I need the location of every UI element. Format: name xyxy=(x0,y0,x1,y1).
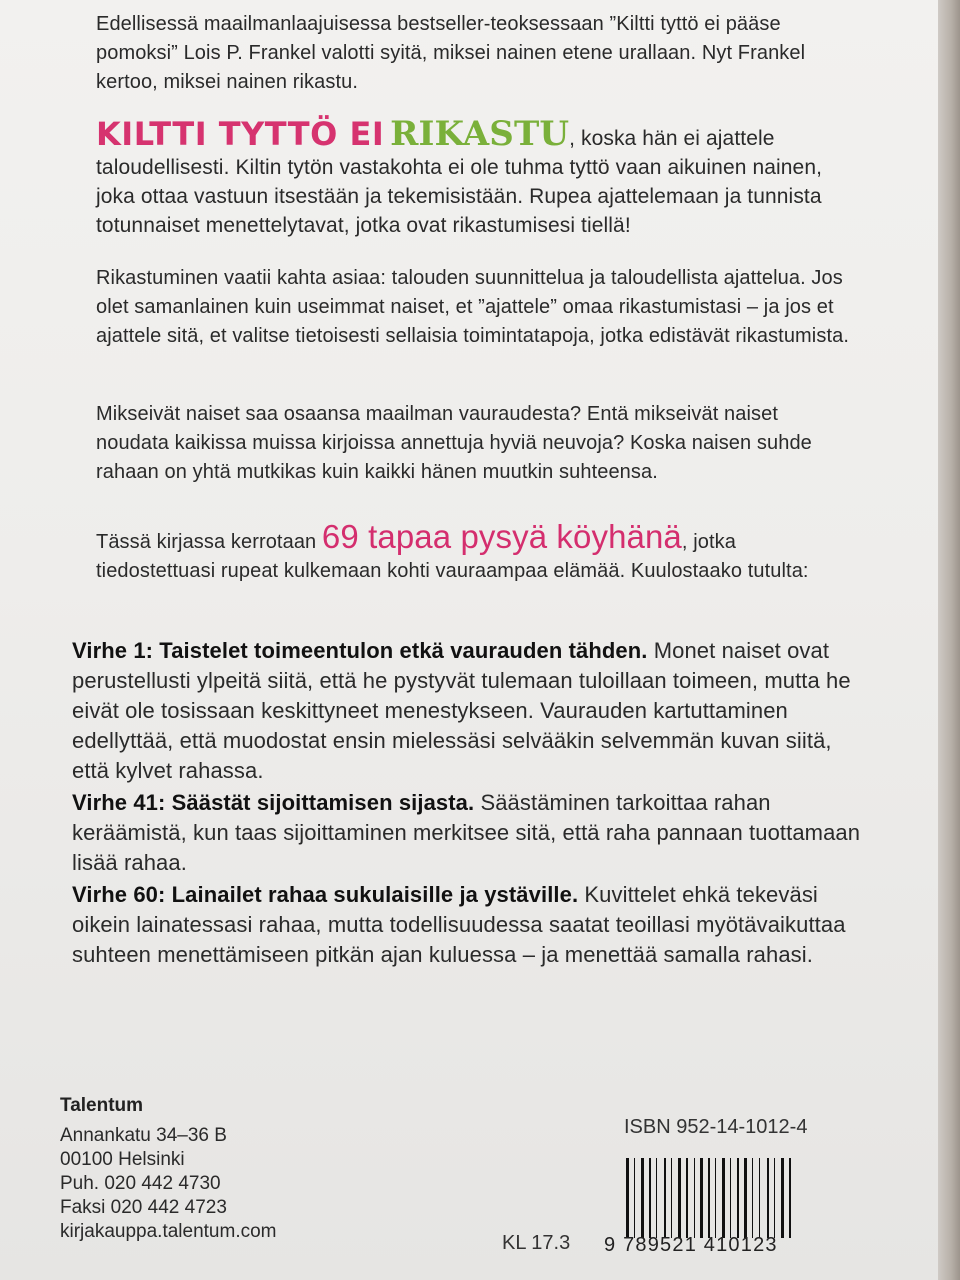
publisher-phone: Puh. 020 442 4730 xyxy=(60,1173,221,1194)
publisher-fax: Faksi 020 442 4723 xyxy=(60,1197,227,1218)
headline-pink: KILTTI TYTTÖ EI xyxy=(96,115,385,153)
barcode-bar xyxy=(777,1158,779,1238)
headline-green: RIKASTU xyxy=(390,114,570,154)
isbn-label: ISBN 952-14-1012-4 xyxy=(624,1116,808,1138)
classification-label: KL 17.3 xyxy=(502,1232,571,1254)
barcode-digits: 9 789521 410123 xyxy=(604,1234,778,1256)
error-title: Virhe 41: Säästät sijoittamisen sijasta. xyxy=(72,790,475,815)
publisher-postal: 00100 Helsinki xyxy=(60,1149,185,1170)
barcode-bar xyxy=(637,1158,639,1238)
book-edge xyxy=(938,0,960,1280)
paragraph-69-ways xyxy=(96,518,856,586)
error-title: Virhe 60: Lainailet rahaa sukulaisille ja ystäville. xyxy=(72,882,579,907)
barcode-bar xyxy=(659,1158,662,1238)
barcode-bar xyxy=(683,1158,684,1238)
intro-paragraph xyxy=(96,10,856,97)
barcode-bar xyxy=(694,1158,695,1238)
barcode-bar xyxy=(786,1158,787,1238)
questions-text: Mikseivät naiset saa osaansa maailman vauraudesta? Entä mikseivät naiset noudata kaikissa muissa kirjoissa annettuja hyviä neuvoja? Koska naisen suhde rahaan on yhtä mutkikas kuin kaikki hänen muutkin suhteensa. xyxy=(96,403,812,483)
barcode-bar xyxy=(718,1158,720,1238)
paragraph-questions xyxy=(96,400,856,487)
error-body: Säästäminen tarkoittaa rahan keräämistä, kun taas sijoittaminen merkitsee sitä, että raha pannaan tuottamaan lisää rahaa. xyxy=(72,790,861,875)
barcode-bar xyxy=(722,1158,725,1238)
barcode-bar xyxy=(727,1158,728,1238)
barcode-bar xyxy=(774,1158,775,1238)
barcode-bars xyxy=(626,1158,826,1238)
barcode-bar xyxy=(771,1158,772,1238)
barcode-bar xyxy=(649,1158,651,1238)
barcode-bar xyxy=(752,1158,753,1238)
publisher-info xyxy=(60,1094,277,1244)
barcode-bar xyxy=(671,1158,672,1238)
barcode-bar xyxy=(697,1158,698,1238)
barcode-bar xyxy=(730,1158,731,1238)
barcode-bar xyxy=(793,1158,794,1238)
barcode-bar xyxy=(744,1158,747,1238)
intro-text: Edellisessä maailmanlaajuisessa bestseller-teoksessaan ”Kiltti tyttö ei pääse pomoksi” Lois P. Frankel valotti syitä, miksei nainen etene urallaan. Nyt Frankel kertoo, miksei nainen rikastu. xyxy=(96,13,806,93)
paragraph-planning xyxy=(96,264,856,351)
barcode-bar xyxy=(686,1158,688,1238)
barcode-bar xyxy=(631,1158,632,1238)
headline-paragraph xyxy=(96,114,856,240)
barcode-bar xyxy=(789,1158,791,1238)
error-item xyxy=(72,788,862,878)
publisher-address: Annankatu 34–36 B xyxy=(60,1125,227,1146)
barcode-bar xyxy=(755,1158,757,1238)
error-item xyxy=(72,880,862,970)
barcode-bar xyxy=(656,1158,657,1238)
barcode-bar xyxy=(715,1158,716,1238)
barcode-bar xyxy=(759,1158,760,1238)
error-title: Virhe 1: Taistelet toimeentulon etkä vaurauden tähden. xyxy=(72,638,648,663)
barcode-bar xyxy=(749,1158,750,1238)
barcode-bar xyxy=(708,1158,710,1238)
publisher-name: Talentum xyxy=(60,1095,144,1116)
headline-rest: , koska hän ei ajattele taloudellisesti. Kiltin tytön vastakohta ei ole tuhma tyttö vaan aikuinen nainen, joka ottaa vastuun itsestään ja tekemisistään. Rupea ajattelemaan ja tunnista totunnaiset menettelytavat, jotka ovat rikastumisesi tiellä! xyxy=(96,127,823,237)
barcode-bar xyxy=(626,1158,629,1238)
barcode-bar xyxy=(767,1158,769,1238)
barcode-bar xyxy=(781,1158,784,1238)
barcode-bar xyxy=(674,1158,676,1238)
barcode-bar xyxy=(741,1158,742,1238)
barcode-bar xyxy=(690,1158,692,1238)
barcode-bar xyxy=(737,1158,739,1238)
barcode-bar xyxy=(700,1158,703,1238)
barcode-bar xyxy=(712,1158,713,1238)
ways-after-text: , jotka tiedostettuasi rupeat kulkemaan kohti vauraampaa elämää. Kuulostaako tutulta: xyxy=(96,531,809,582)
barcode-bar xyxy=(733,1158,735,1238)
barcode-bar xyxy=(705,1158,706,1238)
ways-before-text: Tässä kirjassa kerrotaan xyxy=(96,531,322,553)
barcode-bar xyxy=(678,1158,681,1238)
barcode xyxy=(602,1158,822,1262)
ways-highlight: 69 tapaa pysyä köyhänä xyxy=(321,518,682,555)
error-body: Monet naiset ovat perustellusti ylpeitä siitä, että he pystyvät tulemaan tuloillaan toimeen, mutta he eivät ole tosissaan keskittyneet menestykseen. Vaurauden kartuttaminen edellyttää, että muodostat ensin mielessäsi selvääkin selvemmän kuvan siitä, että kylvet rahassa. xyxy=(72,638,851,783)
barcode-bar xyxy=(646,1158,647,1238)
barcode-bar xyxy=(634,1158,635,1238)
planning-text: Rikastuminen vaatii kahta asiaa: talouden suunnittelua ja taloudellista ajattelua. Jos olet samanlainen kuin useimmat naiset, et ”ajattele” omaa rikastumistasi – ja jos et ajattele sitä, et valitse tietoisesti sellaisia toimintatapoja, jotka edistävät rikastumista. xyxy=(96,267,849,347)
error-item xyxy=(72,636,862,786)
publisher-website: kirjakauppa.talentum.com xyxy=(60,1221,277,1242)
error-list xyxy=(72,636,862,972)
barcode-bar xyxy=(664,1158,666,1238)
barcode-bar xyxy=(653,1158,654,1238)
barcode-bar xyxy=(668,1158,669,1238)
barcode-bar xyxy=(762,1158,765,1238)
barcode-bar xyxy=(641,1158,644,1238)
error-body: Kuvittelet ehkä tekeväsi oikein lainatessasi rahaa, mutta todellisuudessa saatat teoillasi myötävaikuttaa suhteen menettämiseen pitkän ajan kuluessa – ja menettää samalla rahasi. xyxy=(72,882,846,967)
